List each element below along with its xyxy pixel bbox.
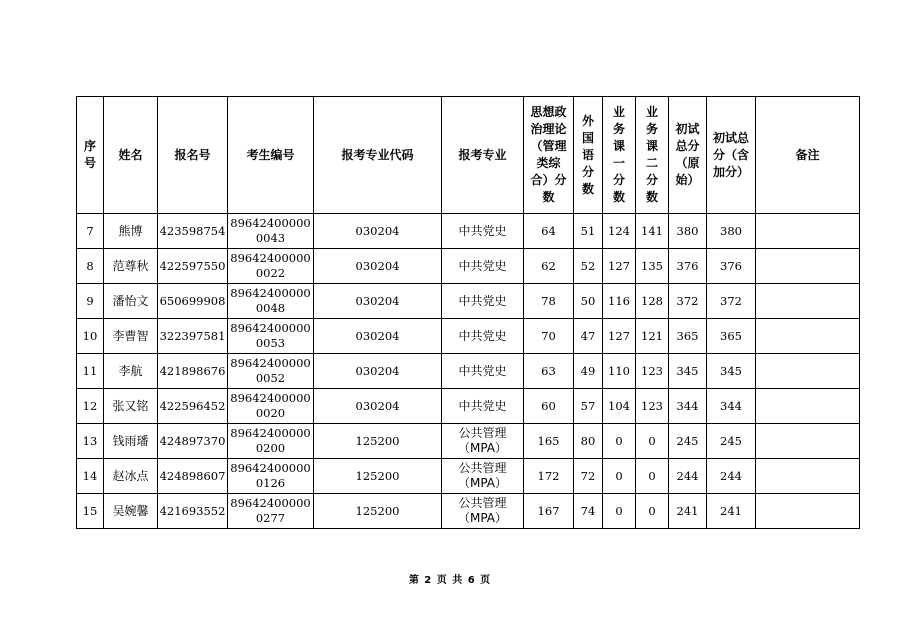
cell-note [756, 424, 860, 459]
cell-foreign: 47 [574, 319, 603, 354]
cell-exam-no-line1: 89642400000 [230, 356, 311, 370]
cell-total-bonus: 241 [707, 494, 756, 529]
cell-note [756, 319, 860, 354]
header-course2: 业务课二分数 [636, 97, 669, 214]
cell-course2: 123 [636, 389, 669, 424]
cell-seq: 10 [77, 319, 104, 354]
cell-foreign: 80 [574, 424, 603, 459]
cell-seq: 7 [77, 214, 104, 249]
page-number: 第 2 页 共 6 页 [408, 575, 492, 586]
cell-major: 中共党史 [442, 214, 524, 249]
cell-course1: 0 [603, 459, 636, 494]
cell-exam-no-line1: 89642400000 [230, 286, 311, 300]
cell-course2: 135 [636, 249, 669, 284]
cell-seq: 15 [77, 494, 104, 529]
cell-exam-no [228, 214, 314, 249]
cell-reg-no: 421898676 [158, 354, 228, 389]
cell-name: 钱雨璠 [104, 424, 158, 459]
cell-course1: 104 [603, 389, 636, 424]
cell-major-line2: （MPA） [457, 441, 508, 455]
cell-name: 赵冰点 [104, 459, 158, 494]
cell-exam-no-line2: 0048 [255, 301, 286, 315]
cell-exam-no-line1: 89642400000 [230, 461, 311, 475]
header-row [77, 97, 860, 214]
cell-major-code: 125200 [314, 494, 442, 529]
header-exam-no: 考生编号 [228, 97, 314, 214]
cell-exam-no [228, 319, 314, 354]
cell-total-raw: 244 [669, 459, 707, 494]
cell-note [756, 284, 860, 319]
cell-total-bonus: 372 [707, 284, 756, 319]
cell-total-raw: 376 [669, 249, 707, 284]
header-total-raw: 初试总分（原始） [669, 97, 707, 214]
cell-exam-no-line2: 0053 [255, 336, 286, 350]
cell-major-line1: 公共管理 [458, 496, 507, 510]
cell-exam-no-line1: 89642400000 [230, 321, 311, 335]
header-name: 姓名 [104, 97, 158, 214]
cell-major: 中共党史 [442, 284, 524, 319]
header-course1: 业务课一分数 [603, 97, 636, 214]
cell-course1: 127 [603, 319, 636, 354]
cell-major-code: 030204 [314, 249, 442, 284]
cell-major: 中共党史 [442, 354, 524, 389]
cell-course2: 0 [636, 459, 669, 494]
cell-seq: 8 [77, 249, 104, 284]
cell-exam-no-line2: 0020 [255, 406, 286, 420]
cell-course1: 0 [603, 494, 636, 529]
cell-exam-no [228, 494, 314, 529]
cell-total-raw: 372 [669, 284, 707, 319]
cell-total-bonus: 365 [707, 319, 756, 354]
cell-seq: 9 [77, 284, 104, 319]
cell-name: 范尊秋 [104, 249, 158, 284]
header-foreign: 外国语分数 [574, 97, 603, 214]
cell-note [756, 249, 860, 284]
cell-seq: 14 [77, 459, 104, 494]
cell-major-code: 030204 [314, 214, 442, 249]
cell-seq: 11 [77, 354, 104, 389]
cell-note [756, 459, 860, 494]
cell-note [756, 354, 860, 389]
cell-total-bonus: 345 [707, 354, 756, 389]
cell-reg-no: 424898607 [158, 459, 228, 494]
cell-exam-no [228, 249, 314, 284]
cell-foreign: 57 [574, 389, 603, 424]
cell-major: 中共党史 [442, 249, 524, 284]
cell-exam-no-line1: 89642400000 [230, 251, 311, 265]
cell-course2: 0 [636, 494, 669, 529]
cell-course1: 127 [603, 249, 636, 284]
cell-exam-no-line2: 0052 [255, 371, 286, 385]
cell-major-code: 125200 [314, 424, 442, 459]
table-row [77, 459, 860, 494]
score-table-container [76, 96, 860, 529]
header-major: 报考专业 [442, 97, 524, 214]
cell-major-code: 030204 [314, 284, 442, 319]
cell-exam-no-line1: 89642400000 [230, 391, 311, 405]
cell-total-bonus: 344 [707, 389, 756, 424]
cell-total-raw: 380 [669, 214, 707, 249]
cell-course1: 0 [603, 424, 636, 459]
cell-politics: 78 [524, 284, 574, 319]
cell-course2: 123 [636, 354, 669, 389]
cell-note [756, 494, 860, 529]
header-total-bonus: 初试总分（含加分） [707, 97, 756, 214]
cell-exam-no [228, 284, 314, 319]
cell-exam-no-line2: 0022 [255, 266, 286, 280]
cell-major-line1: 公共管理 [458, 426, 507, 440]
cell-major: 中共党史 [442, 319, 524, 354]
cell-course1: 124 [603, 214, 636, 249]
header-major-code: 报考专业代码 [314, 97, 442, 214]
cell-major-code: 030204 [314, 319, 442, 354]
cell-seq: 13 [77, 424, 104, 459]
table-row [77, 389, 860, 424]
cell-foreign: 52 [574, 249, 603, 284]
cell-total-bonus: 244 [707, 459, 756, 494]
table-row [77, 249, 860, 284]
cell-major [442, 494, 524, 529]
cell-name: 熊博 [104, 214, 158, 249]
cell-major-line1: 公共管理 [458, 461, 507, 475]
cell-foreign: 50 [574, 284, 603, 319]
cell-politics: 63 [524, 354, 574, 389]
cell-name: 李曹智 [104, 319, 158, 354]
cell-major-line2: （MPA） [457, 476, 508, 490]
cell-foreign: 49 [574, 354, 603, 389]
header-note: 备注 [756, 97, 860, 214]
table-row [77, 319, 860, 354]
cell-exam-no-line1: 89642400000 [230, 216, 311, 230]
cell-reg-no: 423598754 [158, 214, 228, 249]
cell-course2: 121 [636, 319, 669, 354]
cell-exam-no [228, 459, 314, 494]
cell-major [442, 424, 524, 459]
cell-total-raw: 365 [669, 319, 707, 354]
cell-reg-no: 422596452 [158, 389, 228, 424]
cell-total-bonus: 380 [707, 214, 756, 249]
cell-name: 张又铭 [104, 389, 158, 424]
table-row [77, 354, 860, 389]
cell-note [756, 389, 860, 424]
cell-foreign: 72 [574, 459, 603, 494]
cell-exam-no-line1: 89642400000 [230, 496, 311, 510]
cell-exam-no-line2: 0043 [255, 231, 286, 245]
cell-course1: 116 [603, 284, 636, 319]
cell-exam-no-line1: 89642400000 [230, 426, 311, 440]
cell-reg-no: 322397581 [158, 319, 228, 354]
cell-reg-no: 422597550 [158, 249, 228, 284]
cell-exam-no [228, 389, 314, 424]
cell-course2: 0 [636, 424, 669, 459]
cell-total-raw: 345 [669, 354, 707, 389]
cell-major [442, 459, 524, 494]
table-row [77, 284, 860, 319]
header-seq: 序号 [77, 97, 104, 214]
cell-politics: 64 [524, 214, 574, 249]
cell-course2: 128 [636, 284, 669, 319]
cell-exam-no [228, 354, 314, 389]
cell-major-code: 030204 [314, 389, 442, 424]
cell-foreign: 51 [574, 214, 603, 249]
cell-name: 潘怡文 [104, 284, 158, 319]
cell-total-raw: 245 [669, 424, 707, 459]
cell-total-bonus: 245 [707, 424, 756, 459]
cell-total-bonus: 376 [707, 249, 756, 284]
header-reg-no: 报名号 [158, 97, 228, 214]
table-row [77, 424, 860, 459]
cell-politics: 167 [524, 494, 574, 529]
cell-major-line2: （MPA） [457, 511, 508, 525]
cell-seq: 12 [77, 389, 104, 424]
cell-exam-no-line2: 0200 [255, 441, 286, 455]
cell-note [756, 214, 860, 249]
cell-total-raw: 344 [669, 389, 707, 424]
cell-foreign: 74 [574, 494, 603, 529]
cell-name: 吴婉馨 [104, 494, 158, 529]
cell-reg-no: 421693552 [158, 494, 228, 529]
cell-exam-no-line2: 0277 [255, 511, 286, 525]
table-row [77, 214, 860, 249]
cell-reg-no: 650699908 [158, 284, 228, 319]
cell-major: 中共党史 [442, 389, 524, 424]
cell-total-raw: 241 [669, 494, 707, 529]
table-row [77, 494, 860, 529]
cell-exam-no [228, 424, 314, 459]
cell-politics: 60 [524, 389, 574, 424]
cell-exam-no-line2: 0126 [255, 476, 286, 490]
cell-politics: 70 [524, 319, 574, 354]
cell-reg-no: 424897370 [158, 424, 228, 459]
cell-course1: 110 [603, 354, 636, 389]
header-politics: 思想政治理论（管理类综合）分数 [524, 97, 574, 214]
cell-major-code: 125200 [314, 459, 442, 494]
cell-major-code: 030204 [314, 354, 442, 389]
score-table [76, 96, 860, 529]
cell-politics: 62 [524, 249, 574, 284]
cell-politics: 165 [524, 424, 574, 459]
cell-politics: 172 [524, 459, 574, 494]
cell-course2: 141 [636, 214, 669, 249]
cell-name: 李航 [104, 354, 158, 389]
